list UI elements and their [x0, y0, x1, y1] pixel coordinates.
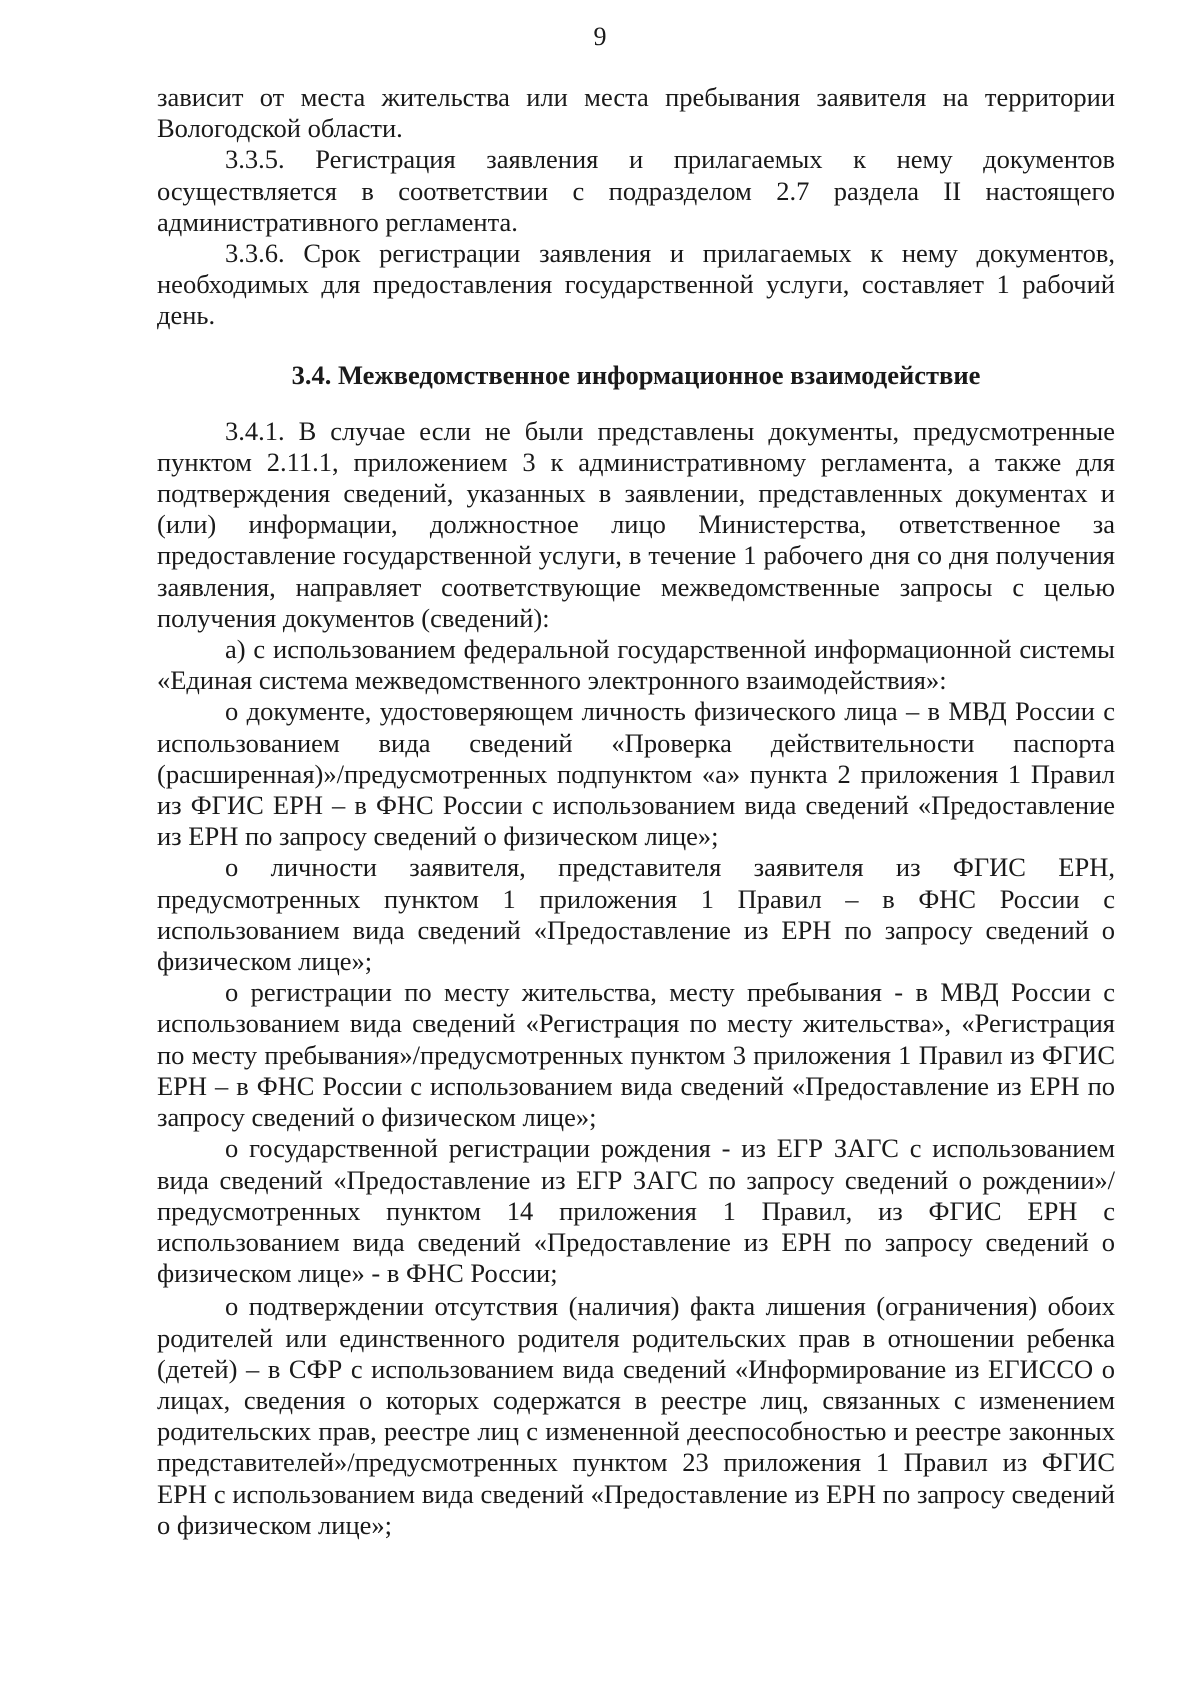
paragraph-residence-registration: о регистрации по месту жительства, месту пребывания - в МВД России с использованием вида сведений «Регистрация по месту жительства», «Регистрация по месту пребывания»/предусмотренных пунктом 3 приложения 1 Правил из ФГИС ЕРН – в ФНС России с использованием вида сведений «Предоставление из ЕРН по запросу сведений о физическом лице»;: [157, 977, 1115, 1133]
paragraph-identity-document: о документе, удостоверяющем личность физического лица – в МВД России с использованием вида сведений «Проверка действительности паспорта (расширенная)»/предусмотренных подпунктом «а» пункта 2 приложения 1 Правил из ФГИС ЕРН – в ФНС России с использованием вида сведений «Предоставление из ЕРН по запросу сведений о физическом лице»;: [157, 696, 1115, 852]
page-number: 9: [593, 22, 607, 51]
paragraph-3-3-5: 3.3.5. Регистрация заявления и прилагаемых к нему документов осуществляется в соответствии с подразделом 2.7 раздела II настоящего административного регламента.: [157, 144, 1115, 237]
paragraph-continuation: зависит от места жительства или места пребывания заявителя на территории Вологодской области.: [157, 82, 1115, 144]
document-body: [157, 82, 1115, 1541]
section-heading: 3.4. Межведомственное информационное взаимодействие: [291, 359, 981, 390]
paragraph-3-4-1: 3.4.1. В случае если не были представлены документы, предусмотренные пунктом 2.11.1, приложением 3 к административному регламента, а также для подтверждения сведений, указанных в заявлении, представленных документах и (или) информации, должностное лицо Министерства, ответственное за предоставление государственной услуги, в течение 1 рабочего дня со дня получения заявления, направляет соответствующие межведомственные запросы с целью получения документов (сведений):: [157, 415, 1115, 633]
paragraph-birth-registration: о государственной регистрации рождения - из ЕГР ЗАГС с использованием вида сведений «Предоставление из ЕГР ЗАГС по запросу сведений о рождении»/предусмотренных пунктом 14 приложения 1 Правил, из ФГИС ЕРН с использованием вида сведений «Предоставление из ЕРН по запросу сведений о физическом лице» - в ФНС России;: [157, 1133, 1115, 1289]
paragraph-applicant-identity: о личности заявителя, представителя заявителя из ФГИС ЕРН, предусмотренных пунктом 1 приложения 1 Правил – в ФНС России с использованием вида сведений «Предоставление из ЕРН по запросу сведений о физическом лице»;: [157, 852, 1115, 977]
paragraph-parental-rights: о подтверждении отсутствия (наличия) факта лишения (ограничения) обоих родителей или единственного родителя родительских прав в отношении ребенка (детей) – в СФР с использованием вида сведений «Информирование из ЕГИССО о лицах, сведения о которых содержатся в реестре лиц, связанных с изменением родительских прав, реестре лиц с измененной дееспособностью и реестре законных представителей»/предусмотренных пунктом 23 приложения 1 Правил из ФГИС ЕРН с использованием вида сведений «Предоставление из ЕРН по запросу сведений о физическом лице»;: [157, 1291, 1115, 1540]
paragraph-item-a: а) с использованием федеральной государственной информационной системы «Единая система межведомственного электронного взаимодействия»:: [157, 634, 1115, 696]
paragraph-3-3-6: 3.3.6. Срок регистрации заявления и прилагаемых к нему документов, необходимых для предоставления государственной услуги, составляет 1 рабочий день.: [157, 238, 1115, 331]
